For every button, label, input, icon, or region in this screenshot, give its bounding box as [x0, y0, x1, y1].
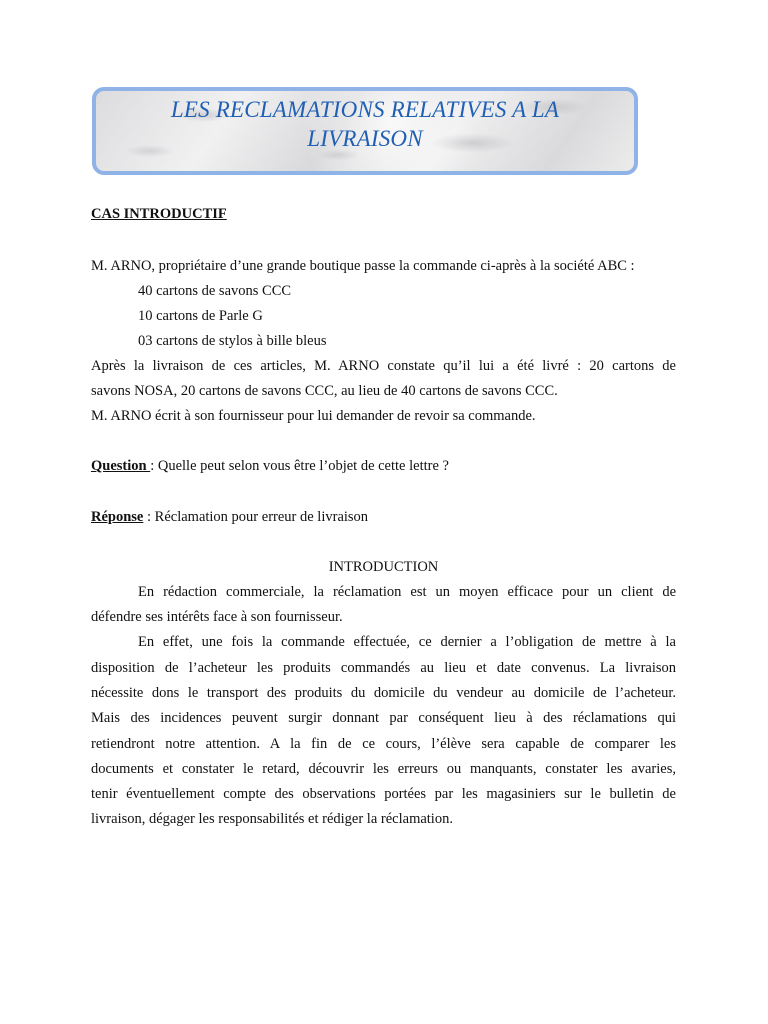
answer-line — [91, 509, 368, 526]
intro-paragraph-line: livraison, dégager les responsabilités et rédiger la réclamation. — [91, 811, 453, 827]
answer-text: : Réclamation pour erreur de livraison — [143, 509, 369, 525]
section-heading-cas-introductif: CAS INTRODUCTIF — [91, 206, 227, 222]
question-label: Question — [91, 458, 151, 474]
intro-sentence: M. ARNO, propriétaire d’une grande boutique passe la commande ci-après à la société ABC : — [91, 258, 635, 274]
intro-paragraph-line: défendre ses intérêts face à son fournisseur. — [91, 609, 343, 625]
answer-label: Réponse — [91, 509, 144, 525]
case-paragraph-line: savons NOSA, 20 cartons de savons CCC, au lieu de 40 cartons de savons CCC. — [91, 383, 558, 399]
intro-paragraph-line: documents et constater le retard, découvrir les erreurs ou manquants, constater les avaries, — [91, 761, 676, 777]
title-line-1: LES RECLAMATIONS RELATIVES A LA — [170, 97, 560, 122]
order-item: 03 cartons de stylos à bille bleus — [138, 333, 327, 349]
intro-paragraph-line: nécessite dons le transport des produits du domicile du vendeur au domicile de l’acheteur. — [91, 685, 676, 701]
case-paragraph-line: Après la livraison de ces articles, M. ARNO constate qu’il lui a été livré : 20 cartons de — [91, 358, 676, 374]
title-banner — [92, 87, 638, 175]
intro-paragraph-line: retiendront notre attention. A la fin de ce cours, l’élève sera capable de comparer les — [91, 736, 676, 752]
intro-paragraph-line: En effet, une fois la commande effectuée, ce dernier a l’obligation de mettre à la — [138, 634, 676, 650]
title-line-2: LIVRAISON — [307, 126, 423, 151]
intro-paragraph-line: disposition de l’acheteur les produits commandés au lieu et date convenus. La livraison — [91, 660, 676, 676]
question-text: : Quelle peut selon vous être l’objet de cette lettre ? — [150, 458, 449, 474]
order-item: 40 cartons de savons CCC — [138, 283, 292, 299]
intro-paragraph-line: En rédaction commerciale, la réclamation est un moyen efficace pour un client de — [138, 584, 676, 600]
intro-paragraph-line: tenir éventuellement compte des observations portées par les magasiniers sur le bulletin de — [91, 786, 676, 802]
intro-paragraph-line: Mais des incidences peuvent surgir donnant par conséquent lieu à des réclamations qui — [91, 710, 676, 726]
question-line — [91, 458, 449, 475]
case-paragraph-line: M. ARNO écrit à son fournisseur pour lui demander de revoir sa commande. — [91, 408, 536, 424]
document-title — [96, 95, 634, 153]
section-heading-introduction: INTRODUCTION — [328, 559, 439, 575]
order-item: 10 cartons de Parle G — [138, 308, 263, 324]
